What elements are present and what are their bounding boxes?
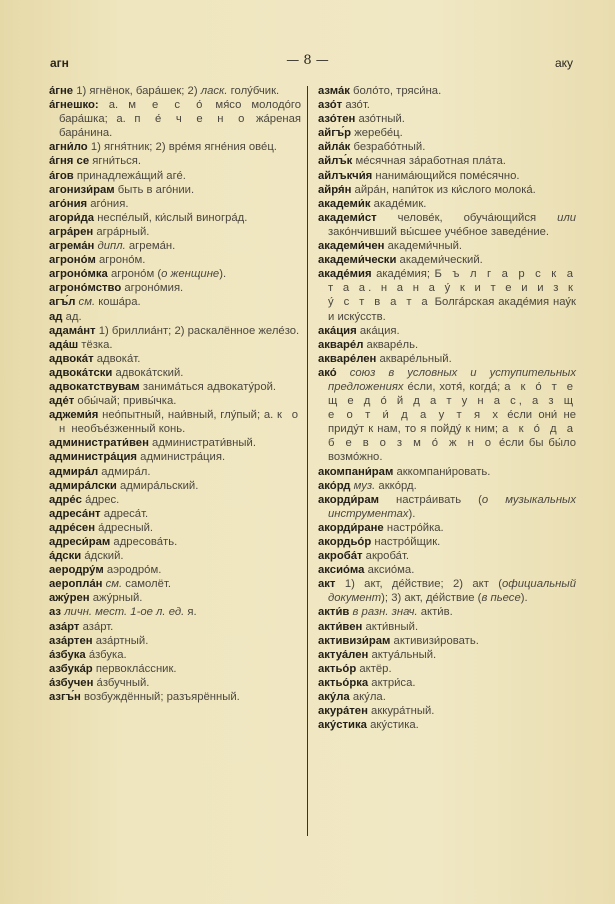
- definition: нанима́ющийся поме́сячно.: [375, 169, 520, 182]
- definition: адвока́т.: [96, 352, 141, 365]
- definition: активизи́ровать.: [393, 634, 479, 647]
- headword: ако́рд: [318, 479, 351, 492]
- definition: е́сли, хотя́, когда́;: [403, 380, 505, 393]
- headword: азо́тен: [318, 113, 356, 126]
- definition: Болга́рская акаде́мия нау́к и иску́сств.: [328, 296, 576, 323]
- headword: аго́ния: [49, 197, 88, 210]
- grammar-note: о женщине: [161, 268, 220, 281]
- dictionary-entry: [49, 140, 301, 154]
- definition: акти́в.: [417, 606, 453, 619]
- headword: агроно́м: [49, 254, 96, 267]
- definition: 1) бриллиа́нт; 2) раскалённое желе́зо.: [98, 324, 300, 337]
- grammar-note: муз.: [353, 479, 376, 492]
- definition: жеребе́ц.: [354, 127, 403, 140]
- left-column: [49, 84, 301, 704]
- dictionary-entry: [49, 366, 301, 380]
- definition: быть в аго́нии.: [117, 183, 195, 196]
- dictionary-entry: [318, 662, 576, 676]
- example-phrase: а к о́ т е щ е д о́ й д а т у н а с, а з щ е о т и́ д а у т я х: [328, 380, 576, 422]
- grammar-note: см.: [105, 578, 123, 591]
- headword: ака́ция: [318, 324, 357, 337]
- dictionary-entry: [49, 591, 301, 605]
- example-phrase: к о н: [59, 409, 301, 436]
- definition: акваре́ль.: [366, 338, 419, 351]
- headword: активизи́рам: [318, 634, 391, 647]
- headword: азма́к: [318, 85, 350, 97]
- grammar-note: о музыкальных инструментах: [328, 493, 577, 520]
- headword: акваре́л: [318, 338, 364, 351]
- definition: аку́стика.: [370, 719, 419, 732]
- headword: аеропла́н: [49, 578, 103, 591]
- dictionary-entry: [49, 563, 301, 577]
- headword: адре́с: [49, 493, 82, 506]
- definition: адреса́т.: [103, 507, 149, 520]
- dictionary-entry: [318, 267, 576, 323]
- definition: аккомпани́ровать.: [396, 465, 491, 478]
- definition: челове́к, обуча́ющийся: [397, 211, 558, 224]
- headword: акт: [318, 578, 336, 591]
- definition: аккура́тный.: [371, 705, 435, 718]
- definition: аго́ния.: [90, 197, 129, 210]
- dictionary-entry: [49, 84, 301, 98]
- definition: администрати́вный.: [152, 437, 256, 450]
- headword: адама́нт: [49, 324, 96, 337]
- dictionary-entry: [49, 408, 301, 436]
- definition: ажу́рный.: [92, 592, 143, 605]
- definition: агрема́н.: [125, 240, 176, 253]
- headword: акти́в: [318, 606, 350, 619]
- dictionary-entry: [318, 140, 576, 154]
- definition: аза́рт.: [82, 620, 114, 633]
- headword: акорди́ране: [318, 521, 384, 534]
- dictionary-entry: [318, 366, 576, 465]
- headword: айря́н: [318, 183, 352, 196]
- headword: ажу́рен: [49, 592, 90, 605]
- grammar-note: союз в условных и уступительных предложениях: [328, 366, 576, 393]
- dictionary-entry: [49, 521, 301, 535]
- headword: акваре́лен: [318, 352, 377, 365]
- headword: ада́ш: [49, 338, 79, 351]
- dictionary-entry: [49, 450, 301, 464]
- definition: 1) ягня́тник; 2) вре́мя ягне́ния ове́ц.: [90, 141, 277, 154]
- definition: аксио́ма.: [367, 564, 415, 577]
- dictionary-entry: [49, 620, 301, 634]
- headword: академи́чески: [318, 254, 397, 267]
- headword: агори́да: [49, 211, 95, 224]
- definition: голу́бчик.: [227, 85, 280, 97]
- definition: настро́йщик.: [374, 536, 441, 548]
- headword: адреса́нт: [49, 507, 101, 520]
- definition: акко́рд.: [375, 479, 417, 492]
- definition: ягни́ться.: [92, 155, 142, 168]
- headword: агроно́мка: [49, 268, 108, 281]
- headword: актьо́р: [318, 662, 357, 675]
- dictionary-entry: [318, 634, 576, 648]
- headword: акроба́т: [318, 550, 363, 563]
- headword: акура́тен: [318, 705, 368, 718]
- definition: коша́ра.: [95, 296, 141, 309]
- dictionary-entry: [318, 112, 576, 126]
- definition: тёзка.: [81, 338, 113, 351]
- grammar-note: см.: [78, 296, 96, 309]
- headword: айла́к: [318, 141, 351, 154]
- headword: аку́стика: [318, 719, 367, 732]
- dictionary-entry: [49, 394, 301, 408]
- example-phrase: Б ъ л г а р с к а т а а. н а н а у́ к и т е и и з к у́ с т в а т а: [328, 268, 576, 309]
- definition: зако́нчивший вы́сшее уче́бное заведе́ние.: [328, 225, 550, 238]
- headword: агни́ло: [49, 141, 88, 154]
- definition: актуа́льный.: [371, 648, 437, 661]
- dictionary-entry: [49, 352, 301, 366]
- headword: акти́вен: [318, 620, 363, 633]
- definition: актри́са.: [371, 676, 416, 689]
- definition: ).: [219, 268, 227, 281]
- definition: необъе́зженный конь.: [68, 423, 186, 436]
- running-head-left: агн: [50, 56, 69, 70]
- definition: ака́ция.: [359, 324, 400, 337]
- definition: жа́реная бара́нина.: [59, 113, 301, 140]
- definition: адмира́льский.: [120, 479, 199, 492]
- definition: адресова́ть.: [113, 536, 178, 548]
- dictionary-entry: [318, 338, 576, 352]
- definition: акваре́льный.: [379, 352, 452, 365]
- headword: акаде́мия: [318, 268, 372, 281]
- dictionary-entry: [318, 493, 576, 521]
- grammar-note: официальный документ: [328, 578, 576, 605]
- headword: айлъкчи́я: [318, 169, 373, 182]
- headword: аксио́ма: [318, 564, 365, 577]
- definition: агра́рный.: [96, 225, 150, 238]
- headword: адмира́лски: [49, 479, 117, 492]
- definition: ).: [520, 592, 528, 605]
- definition: агроно́м.: [99, 254, 146, 267]
- definition: неспе́лый, ки́слый виногра́д.: [97, 211, 248, 224]
- dictionary-entry: [49, 98, 301, 140]
- dictionary-entry: [318, 563, 576, 577]
- definition: аэродро́м.: [106, 564, 162, 577]
- headword: аза́рт: [49, 620, 80, 633]
- headword: адре́сен: [49, 521, 96, 534]
- headword: администра́ция: [49, 451, 138, 464]
- dictionary-entry: [49, 253, 301, 267]
- headword: актуа́лен: [318, 648, 369, 661]
- dictionary-entry: [318, 352, 576, 366]
- dictionary-entry: [318, 479, 576, 493]
- dictionary-entry: [49, 183, 301, 197]
- dictionary-entry: [318, 324, 576, 338]
- column-divider: [307, 86, 308, 836]
- dictionary-entry: [318, 535, 576, 549]
- grammar-note: в разн. знач.: [352, 606, 418, 619]
- running-head-right: аку: [554, 56, 573, 70]
- dictionary-entry: [318, 521, 576, 535]
- headword: аеродру́м: [49, 564, 104, 577]
- definition: нео́пытный, наи́вный, глу́пый; а.: [102, 409, 278, 422]
- dictionary-entry: [49, 662, 301, 676]
- headword: азбука́р: [49, 662, 93, 675]
- definition: ).: [408, 507, 416, 520]
- dictionary-entry: [49, 549, 301, 563]
- headword: агъ́л: [49, 296, 76, 309]
- headword: ад: [49, 310, 63, 323]
- headword: азгъ́н: [49, 691, 81, 704]
- headword: академи́чен: [318, 240, 385, 253]
- dictionary-entry: [49, 211, 301, 225]
- headword: азо́т: [318, 99, 343, 112]
- definition: акроба́т.: [365, 550, 410, 563]
- dictionary-entry: [318, 98, 576, 112]
- definition: азо́тный.: [358, 113, 405, 126]
- definition: акаде́мия;: [376, 268, 435, 281]
- dictionary-entry: [318, 465, 576, 479]
- definition: настра́ивать (: [395, 493, 482, 506]
- headword: акорди́рам: [318, 493, 379, 506]
- dictionary-entry: [318, 605, 576, 619]
- definition: обы́чай; привы́чка.: [77, 395, 177, 408]
- dictionary-entry: [49, 267, 301, 281]
- definition: а́дресный.: [98, 521, 154, 534]
- headword: агроно́мство: [49, 282, 122, 295]
- definition: академи́ческий.: [399, 254, 483, 267]
- headword: акомпани́рам: [318, 465, 394, 478]
- dictionary-entry: [318, 549, 576, 563]
- definition: а́дский.: [84, 550, 124, 563]
- definition: 1) акт, де́йствие; 2) акт (: [344, 578, 502, 591]
- grammar-note: в пьесе: [481, 592, 521, 605]
- headword: аде́т: [49, 395, 75, 408]
- definition: азо́т.: [345, 99, 370, 112]
- grammar-note: или: [557, 211, 576, 224]
- definition: ); 3) акт, де́йствие (: [381, 592, 482, 605]
- definition: айра́н, напи́ток из ки́слого молока́.: [354, 183, 536, 196]
- dictionary-entry: [49, 281, 301, 295]
- definition: 1) ягнёнок, бара́шек; 2): [76, 85, 201, 97]
- dictionary-entry: [318, 169, 576, 183]
- dictionary-entry: [318, 648, 576, 662]
- definition: аку́ла.: [352, 691, 386, 704]
- dictionary-entry: [49, 648, 301, 662]
- headword: адвокатствувам: [49, 380, 140, 393]
- headword: а́дски: [49, 550, 82, 563]
- definition: ад.: [65, 310, 82, 323]
- headword: айлъ́к: [318, 155, 353, 168]
- dictionary-entry: [318, 690, 576, 704]
- dictionary-entry: [49, 479, 301, 493]
- dictionary-entry: [318, 704, 576, 718]
- dictionary-entry: [318, 183, 576, 197]
- headword: агра́рен: [49, 225, 94, 238]
- right-column: [318, 84, 576, 732]
- definition: я.: [184, 606, 197, 619]
- headword: адвока́тски: [49, 366, 113, 379]
- headword: акордьо́р: [318, 536, 372, 548]
- headword: айгъ́р: [318, 127, 352, 140]
- dictionary-entry: [318, 676, 576, 690]
- dictionary-entry: [49, 605, 301, 619]
- definition: боло́то, тряси́на.: [353, 85, 442, 97]
- definition: актёр.: [359, 662, 392, 675]
- headword: агонизи́рам: [49, 183, 115, 196]
- definition: мя́со молодо́го бара́шка; а.: [59, 99, 302, 126]
- definition: аза́ртный.: [95, 634, 149, 647]
- dictionary-entry: [49, 465, 301, 479]
- example-phrase: м е с о́: [128, 99, 206, 112]
- dictionary-entry: [49, 310, 301, 324]
- dictionary-entry: [49, 338, 301, 352]
- definition: адвока́тский.: [115, 366, 184, 379]
- definition: акти́вный.: [365, 620, 419, 633]
- dictionary-entry: [49, 676, 301, 690]
- definition: акаде́мик.: [373, 197, 427, 210]
- dictionary-entry: [318, 154, 576, 168]
- headword: адреси́рам: [49, 536, 111, 548]
- example-phrase: а к о́ д а б е в о з м о́ ж н о: [328, 423, 576, 450]
- page-number: — 8 —: [286, 53, 329, 68]
- dictionary-entry: [318, 620, 576, 634]
- definition: агроно́мия.: [124, 282, 184, 295]
- definition: самолёт.: [122, 578, 171, 591]
- definition: безрабо́тный.: [353, 141, 426, 154]
- headword: академи́ст: [318, 211, 377, 224]
- example-phrase: п е́ ч е н о: [134, 113, 248, 126]
- headword: агрема́н: [49, 240, 95, 253]
- headword: а́збука: [49, 648, 86, 661]
- dictionary-entry: [49, 577, 301, 591]
- definition: принадлежа́щий аге́.: [76, 169, 186, 182]
- dictionary-entry: [318, 197, 576, 211]
- definition: а́збука.: [88, 648, 127, 661]
- headword: аджеми́я: [49, 409, 99, 422]
- headword: адмира́л: [49, 465, 99, 478]
- headword: а́гнешко:: [49, 99, 99, 112]
- headword: академи́к: [318, 197, 371, 210]
- headword: а́збучен: [49, 676, 94, 689]
- definition: академи́чный.: [387, 240, 463, 253]
- definition: е́сли они́ не приду́т к нам, то я пойду́ к ним;: [328, 409, 576, 436]
- definition: а́збучный.: [96, 676, 150, 689]
- dictionary-entry: [49, 436, 301, 450]
- headword: адвока́т: [49, 352, 94, 365]
- definition: ме́сячная за́работная пла́та.: [355, 155, 506, 168]
- headword: аза́ртен: [49, 634, 93, 647]
- definition: е́сли бы бы́ло возмо́жно.: [328, 437, 577, 464]
- dictionary-entry: [49, 169, 301, 183]
- definition: первокла́ссник.: [95, 662, 177, 675]
- headword: актьо́рка: [318, 676, 369, 689]
- definition: занима́ться адвокату́рой.: [142, 380, 277, 393]
- dictionary-entry: [49, 154, 301, 168]
- dictionary-entry: [49, 690, 301, 704]
- headword: аз: [49, 606, 62, 619]
- definition: а.: [108, 99, 129, 112]
- headword: администрати́вен: [49, 437, 149, 450]
- dictionary-entry: [49, 507, 301, 521]
- grammar-note: ласк.: [200, 85, 228, 97]
- dictionary-entry: [318, 84, 576, 98]
- dictionary-entry: [318, 577, 576, 605]
- headword: а́гов: [49, 169, 74, 182]
- dictionary-entry: [49, 324, 301, 338]
- dictionary-entry: [49, 225, 301, 239]
- headword: аку́ла: [318, 691, 350, 704]
- grammar-note: дипл.: [97, 240, 126, 253]
- definition: агроно́м (: [110, 268, 162, 281]
- dictionary-entry: [49, 380, 301, 394]
- dictionary-entry: [49, 634, 301, 648]
- dictionary-entry: [49, 535, 301, 549]
- dictionary-entry: [49, 295, 301, 309]
- definition: администра́ция.: [140, 451, 226, 464]
- headword: а́гня се: [49, 155, 90, 168]
- dictionary-entry: [49, 493, 301, 507]
- dictionary-entry: [49, 197, 301, 211]
- dictionary-entry: [49, 239, 301, 253]
- dictionary-entry: [318, 126, 576, 140]
- headword: ако́: [318, 366, 337, 379]
- dictionary-entry: [318, 239, 576, 253]
- grammar-note: личн. мест. 1-ое л. ед.: [64, 606, 185, 619]
- dictionary-entry: [318, 718, 576, 732]
- definition: возбуждённый; разъярённый.: [83, 691, 240, 704]
- definition: а́дрес.: [85, 493, 120, 506]
- dictionary-entry: [318, 253, 576, 267]
- dictionary-entry: [318, 211, 576, 239]
- definition: настро́йка.: [386, 521, 444, 534]
- headword: а́гне: [49, 85, 74, 97]
- definition: адмира́л.: [101, 465, 151, 478]
